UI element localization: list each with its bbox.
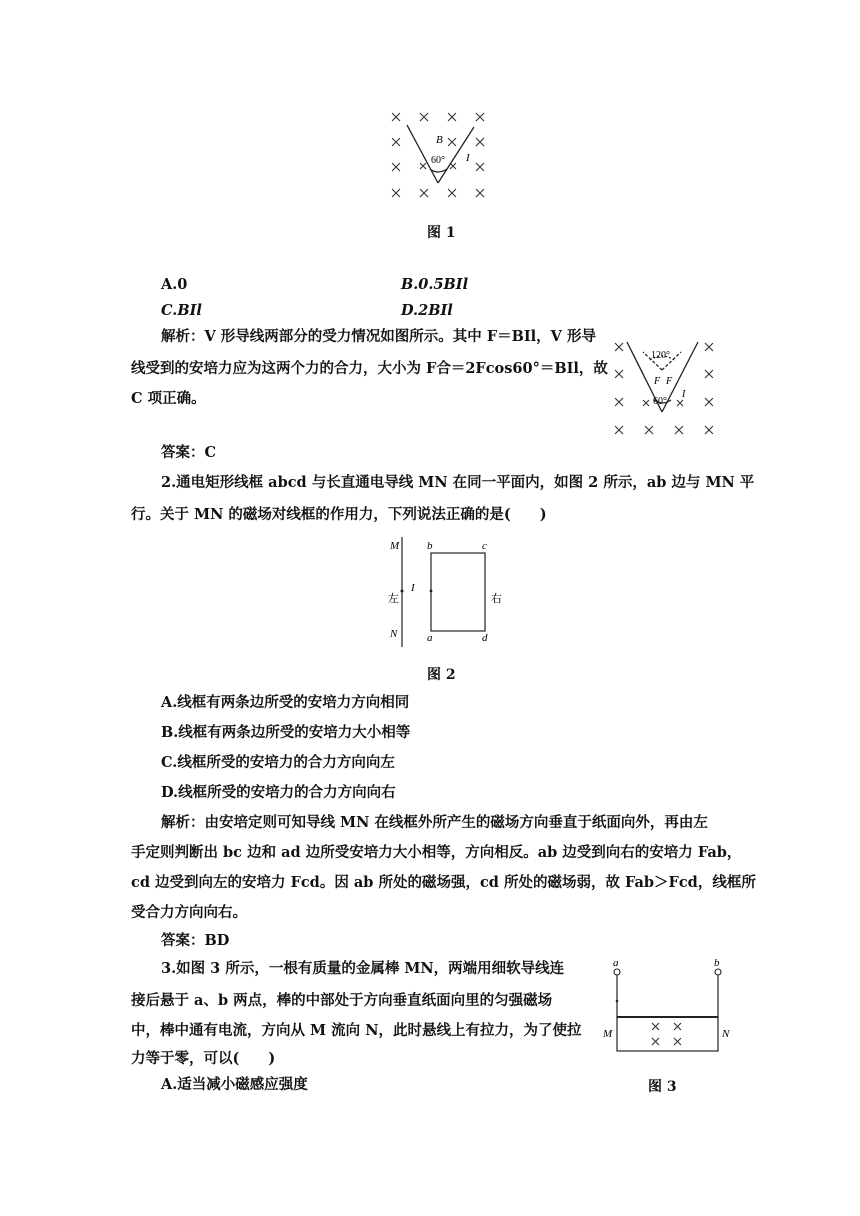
q1-option-d: D.2BIl (401, 302, 453, 319)
q2-option-c: C.线框所受的安培力的合力方向向左 (161, 754, 395, 771)
label-I: I (682, 389, 686, 400)
label-left: 左 (388, 593, 399, 605)
label-120: 120° (651, 350, 670, 361)
q1-option-a: A.0 (161, 276, 188, 293)
label-B: B (436, 134, 443, 146)
q2-option-a: A.线框有两条边所受的安培力方向相同 (161, 694, 410, 711)
label-M: M (603, 1028, 613, 1040)
q2-answer: 答案：BD (161, 932, 230, 949)
label-a: a (427, 632, 433, 644)
label-N: N (390, 628, 398, 640)
label-I: I (466, 152, 470, 164)
figure-3 (600, 955, 740, 1060)
q2-stem-line-2: 行。关于 MN 的磁场对线框的作用力，下列说法正确的是( ) (131, 506, 547, 523)
q2-analysis-line-3: cd 边受到向左的安培力 Fcd。因 ab 所处的磁场强，cd 所处的磁场弱，故 Fab＞Fcd，线框所 (131, 874, 756, 891)
q2-stem-line-1: 2.通电矩形线框 abcd 与长直通电导线 MN 在同一平面内，如图 2 所示，ab 边与 MN 平 (161, 474, 755, 491)
label-a: a (613, 957, 619, 969)
q1-analysis-line-1: 解析：V 形导线两部分的受力情况如图所示。其中 F＝BIl，V 形导 (161, 328, 596, 345)
label-c: c (482, 540, 487, 552)
figure-2 (380, 535, 510, 650)
label-N: N (722, 1028, 730, 1040)
label-I: I (411, 582, 415, 594)
label-F-left: F (654, 376, 661, 387)
figure-1-caption: 图 1 (427, 225, 456, 241)
label-60: 60° (653, 396, 667, 407)
q3-stem-line-1: 3.如图 3 所示，一根有质量的金属棒 MN，两端用细软导线连 (161, 960, 565, 977)
q2-option-b: B.线框有两条边所受的安培力大小相等 (161, 724, 411, 741)
q1-analysis-line-2: 线受到的安培力应为这两个力的合力，大小为 F合＝2Fcos60°＝BIl，故 (131, 360, 608, 377)
label-angle-60: 60° (431, 155, 445, 166)
figure-3-caption: 图 3 (648, 1079, 677, 1095)
q3-stem-line-3: 中，棒中通有电流，方向从 M 流向 N，此时悬线上有拉力，为了使拉 (131, 1022, 582, 1039)
q3-stem-line-2: 接后悬于 a、b 两点，棒的中部处于方向垂直纸面向里的匀强磁场 (131, 992, 553, 1009)
figure-1 (380, 105, 500, 210)
q1-option-c: C.BIl (161, 302, 202, 319)
q2-option-d: D.线框所受的安培力的合力方向向右 (161, 784, 396, 801)
label-right: 右 (491, 593, 502, 605)
q1-answer: 答案：C (161, 444, 217, 461)
q2-analysis-line-4: 受合力方向向右。 (131, 904, 247, 921)
figure-2-caption: 图 2 (427, 667, 456, 683)
q3-stem-line-4: 力等于零，可以( ) (131, 1050, 276, 1067)
q1-analysis-line-3: C 项正确。 (131, 390, 206, 407)
label-d: d (482, 632, 488, 644)
q1-force-figure (605, 330, 730, 440)
label-b: b (714, 957, 720, 969)
q1-option-b: B.0.5BIl (401, 276, 469, 293)
q2-analysis-line-2: 手定则判断出 bc 边和 ad 边所受安培力大小相等，方向相反。ab 边受到向右的安培力 Fab， (131, 844, 742, 861)
label-F-right: F (666, 376, 673, 387)
q3-option-a: A.适当减小磁感应强度 (161, 1076, 308, 1093)
label-b: b (427, 540, 433, 552)
label-M: M (390, 540, 400, 552)
q2-analysis-line-1: 解析：由安培定则可知导线 MN 在线框外所产生的磁场方向垂直于纸面向外，再由左 (161, 814, 708, 831)
